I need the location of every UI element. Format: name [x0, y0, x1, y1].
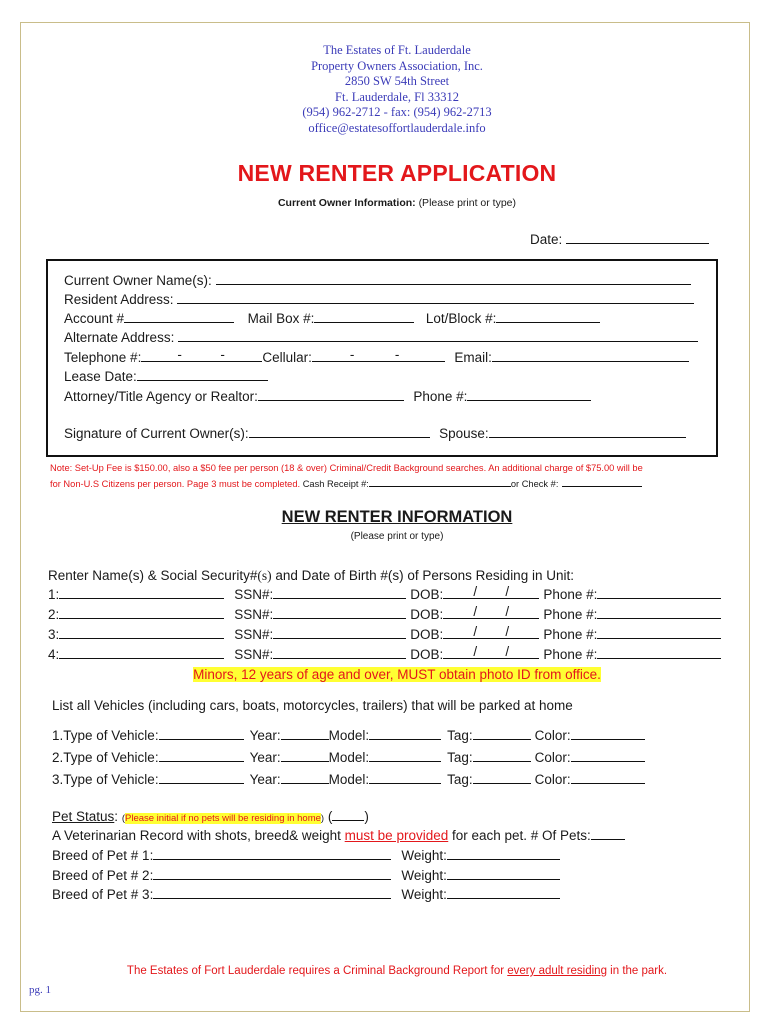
pet-breed-blank[interactable] — [153, 887, 391, 899]
footer-text-end: in the park. — [606, 965, 668, 977]
fee-note — [50, 460, 730, 492]
ssn-blank[interactable] — [273, 607, 406, 619]
dob-slash-2: / — [505, 644, 510, 659]
attorney-phone-blank[interactable] — [467, 389, 591, 401]
account-row[interactable] — [64, 311, 600, 327]
resident-address-field[interactable] — [64, 292, 694, 308]
resident-address-label: Resident Address: — [64, 292, 174, 307]
ssn-label: SSN#: — [234, 627, 274, 642]
attorney-label: Attorney/Title Agency or Realtor: — [64, 389, 258, 404]
vet-record-row[interactable] — [52, 828, 625, 844]
telephone-dash-2: - — [220, 347, 225, 362]
renter-phone-label: Phone #: — [543, 647, 598, 662]
must-provided-text: must be provided — [344, 828, 449, 843]
renter-phone-blank[interactable] — [597, 627, 721, 639]
pet-weight-blank[interactable] — [447, 848, 560, 860]
fee-note-line1: Note: Set-Up Fee is $150.00, also a $50 fee per person (18 & over) Criminal/Credit Background searches. An additional charge of $75.00 will be — [50, 463, 643, 473]
date-blank[interactable] — [566, 232, 709, 244]
account-blank[interactable] — [124, 311, 234, 323]
renter-name-blank[interactable] — [59, 587, 224, 599]
vehicle-year-label: Year: — [249, 772, 281, 787]
dob-label: DOB: — [410, 627, 444, 642]
vehicle-type-blank[interactable] — [159, 772, 244, 784]
lot-block-label: Lot/Block #: — [425, 311, 497, 326]
vehicle-color-label: Color: — [534, 728, 571, 743]
pet-initial-note: Please initial if no pets will be residing in home — [125, 813, 321, 824]
vehicle-model-blank[interactable] — [369, 728, 441, 740]
dob-blank[interactable] — [443, 624, 539, 639]
pet-breed-label: Breed of Pet # 3: — [52, 887, 154, 902]
lease-date-field[interactable] — [64, 369, 268, 385]
dob-label: DOB: — [410, 647, 444, 662]
renter-name-blank[interactable] — [59, 647, 224, 659]
renter-intro — [48, 568, 574, 584]
vehicle-type-blank[interactable] — [159, 750, 244, 762]
signature-blank[interactable] — [249, 426, 430, 438]
renter-phone-blank[interactable] — [597, 647, 721, 659]
minors-notice — [0, 667, 770, 682]
fee-note-line2 — [50, 476, 730, 492]
dob-slash-2: / — [505, 584, 510, 599]
check-label: or Check #: — [510, 479, 559, 489]
pet-weight-blank[interactable] — [447, 868, 560, 880]
vehicle-type-label: 1.Type of Vehicle: — [52, 728, 159, 743]
cellular-dash-1: - — [349, 347, 355, 362]
renter-section-title: NEW RENTER INFORMATION — [281, 508, 513, 526]
telephone-row[interactable] — [64, 347, 689, 366]
phone-fax: (954) 962-2712 - fax: (954) 962-2713 — [302, 105, 492, 119]
vehicle-tag-label: Tag: — [447, 728, 473, 743]
owner-info-label: Current Owner Information: — [277, 197, 416, 209]
minors-notice-text: Minors, 12 years of age and over, MUST obtain photo ID from office. — [193, 667, 601, 682]
page-number: pg. 1 — [29, 984, 51, 996]
vehicle-type-label: 2.Type of Vehicle: — [52, 750, 159, 765]
check-blank[interactable] — [562, 478, 642, 487]
vehicle-color-label: Color: — [534, 772, 571, 787]
cash-receipt-label: Cash Receipt #: — [302, 479, 369, 489]
pet-breed-blank[interactable] — [153, 848, 391, 860]
renter-intro-paren: (s) — [257, 568, 272, 583]
pet-breed-row[interactable] — [52, 848, 560, 864]
cellular-dash-2: - — [394, 347, 400, 362]
owner-info-heading — [0, 197, 770, 209]
renter-phone-label: Phone #: — [543, 587, 598, 602]
pet-breed-blank[interactable] — [153, 868, 391, 880]
spouse-blank[interactable] — [489, 426, 686, 438]
footer-notice — [0, 965, 770, 977]
mail-box-blank[interactable] — [314, 311, 414, 323]
dob-slash-2: / — [505, 624, 510, 639]
ssn-label: SSN#: — [234, 647, 274, 662]
renter-intro-part1: Renter Name(s) & Social Security# — [48, 568, 258, 583]
lease-date-blank[interactable] — [137, 369, 268, 381]
renter-phone-blank[interactable] — [597, 587, 721, 599]
vehicle-color-blank[interactable] — [571, 772, 645, 784]
vehicle-row[interactable] — [52, 772, 645, 788]
date-field[interactable] — [530, 232, 709, 247]
signature-row[interactable] — [64, 426, 686, 442]
dob-label: DOB: — [410, 587, 444, 602]
vehicle-color-blank[interactable] — [571, 750, 645, 762]
footer-underlined: every adult residing — [507, 965, 607, 977]
fee-note-text: for Non-U.S Citizens per person. Page 3 must be completed. — [50, 479, 301, 489]
dob-label: DOB: — [410, 607, 444, 622]
vehicle-row[interactable] — [52, 750, 645, 766]
owner-name-label: Current Owner Name(s): — [64, 273, 212, 288]
vehicle-row[interactable] — [52, 728, 645, 744]
vehicle-model-label: Model: — [328, 750, 370, 765]
alternate-address-label: Alternate Address: — [64, 330, 175, 345]
spouse-label: Spouse: — [439, 426, 489, 441]
renter-row-number: 3: — [48, 627, 60, 642]
owner-name-blank[interactable] — [216, 273, 691, 285]
pet-count-label: for each pet. # Of Pets: — [448, 828, 591, 843]
office-email: office@estatesoffortlauderdale.info — [308, 120, 486, 135]
pet-status-row[interactable]: Pet Status: (Please initial if no pets will be residing in home) ( ) — [52, 809, 369, 824]
vehicle-year-blank[interactable] — [281, 750, 329, 762]
attorney-phone-label: Phone #: — [413, 389, 468, 404]
pet-weight-label: Weight: — [401, 848, 447, 863]
pet-weight-blank[interactable] — [447, 887, 560, 899]
ssn-blank[interactable] — [273, 587, 406, 599]
vehicle-model-label: Model: — [328, 728, 370, 743]
dob-slash-1: / — [473, 644, 478, 659]
pet-breed-label: Breed of Pet # 1: — [52, 848, 154, 863]
vehicle-tag-blank[interactable] — [473, 772, 531, 784]
dob-blank[interactable] — [443, 644, 539, 659]
dob-slash-2: / — [505, 604, 510, 619]
vehicle-color-blank[interactable] — [571, 728, 645, 740]
form-title: NEW RENTER APPLICATION — [237, 160, 557, 186]
pet-breed-row[interactable] — [52, 868, 560, 884]
lot-block-blank[interactable] — [496, 311, 600, 323]
telephone-blank[interactable] — [141, 347, 262, 362]
ssn-label: SSN#: — [234, 587, 274, 602]
vehicle-tag-blank[interactable] — [473, 750, 531, 762]
dob-slash-1: / — [473, 584, 478, 599]
pet-weight-label: Weight: — [401, 887, 447, 902]
vehicle-tag-label: Tag: — [447, 772, 473, 787]
renter-row[interactable] — [48, 604, 721, 623]
pet-status-colon: : — [114, 809, 119, 824]
vehicle-year-blank[interactable] — [281, 728, 329, 740]
attorney-blank[interactable] — [258, 389, 404, 401]
dob-slash-1: / — [473, 604, 478, 619]
vehicle-model-label: Model: — [328, 772, 370, 787]
vehicle-color-label: Color: — [534, 750, 571, 765]
pet-initial-blank[interactable] — [332, 809, 364, 821]
vehicle-year-blank[interactable] — [281, 772, 329, 784]
vehicle-tag-blank[interactable] — [473, 728, 531, 740]
dob-slash-1: / — [473, 624, 478, 639]
alternate-address-blank[interactable] — [178, 330, 698, 342]
resident-address-blank[interactable] — [177, 292, 694, 304]
vehicle-type-label: 3.Type of Vehicle: — [52, 772, 159, 787]
vehicle-model-blank[interactable] — [369, 772, 441, 784]
ssn-blank[interactable] — [273, 627, 406, 639]
telephone-label: Telephone #: — [64, 350, 142, 365]
renter-row-number: 4: — [48, 647, 60, 662]
vehicle-year-label: Year: — [249, 728, 281, 743]
vehicles-intro: List all Vehicles (including cars, boats, motorcycles, trailers) that will be parked at home — [52, 698, 573, 713]
lease-date-label: Lease Date: — [64, 369, 137, 384]
ssn-blank[interactable] — [273, 647, 406, 659]
vehicle-model-blank[interactable] — [369, 750, 441, 762]
renter-name-blank[interactable] — [59, 627, 224, 639]
renter-phone-label: Phone #: — [543, 607, 598, 622]
pet-status-label: Pet Status — [52, 809, 115, 824]
signature-label: Signature of Current Owner(s): — [64, 426, 249, 441]
renter-phone-blank[interactable] — [597, 607, 721, 619]
mail-box-label: Mail Box #: — [247, 311, 315, 326]
date-label: Date: — [530, 232, 563, 247]
letterhead — [0, 43, 770, 136]
renter-section-subtitle: (Please print or type) — [350, 531, 444, 542]
pet-breed-row[interactable] — [52, 887, 560, 903]
vehicle-year-label: Year: — [249, 750, 281, 765]
pet-breed-label: Breed of Pet # 2: — [52, 867, 154, 883]
dob-blank[interactable] — [443, 584, 539, 599]
account-label: Account # — [64, 311, 125, 326]
renter-phone-label: Phone #: — [543, 627, 598, 642]
renter-name-blank[interactable] — [59, 607, 224, 619]
alternate-address-field[interactable] — [64, 330, 698, 346]
owner-name-field[interactable] — [64, 273, 691, 289]
vehicle-tag-label: Tag: — [447, 750, 473, 765]
city-state-zip: Ft. Lauderdale, Fl 33312 — [335, 89, 459, 104]
attorney-row[interactable] — [64, 389, 591, 405]
street-address: 2850 SW 54th Street — [344, 74, 450, 88]
ssn-label: SSN#: — [234, 607, 274, 622]
pet-weight-label: Weight: — [401, 867, 447, 883]
association-name: The Estates of Ft. Lauderdale — [323, 43, 471, 57]
email-label: Email: — [454, 350, 492, 365]
association-legal-name: Property Owners Association, Inc. — [311, 58, 483, 73]
pet-count-blank[interactable] — [591, 828, 625, 840]
vehicle-type-blank[interactable] — [159, 728, 244, 740]
vet-record-text: A Veterinarian Record with shots, breed& weight — [52, 828, 345, 843]
telephone-dash-1: - — [177, 347, 182, 362]
email-blank[interactable] — [492, 350, 689, 362]
renter-row-number: 2: — [48, 607, 60, 622]
renter-row-number: 1: — [48, 587, 60, 602]
dob-blank[interactable] — [443, 604, 539, 619]
owner-info-note: (Please print or type) — [418, 197, 517, 209]
renter-row[interactable] — [48, 624, 721, 643]
renter-row[interactable] — [48, 584, 721, 603]
renter-row[interactable] — [48, 644, 721, 663]
renter-intro-part2: and Date of Birth #(s) of Persons Residing in Unit: — [271, 568, 574, 583]
cellular-blank[interactable] — [312, 347, 445, 362]
cellular-label: Cellular: — [262, 350, 312, 365]
cash-receipt-blank[interactable] — [369, 478, 511, 487]
footer-text: The Estates of Fort Lauderdale requires a Criminal Background Report for — [126, 965, 508, 977]
